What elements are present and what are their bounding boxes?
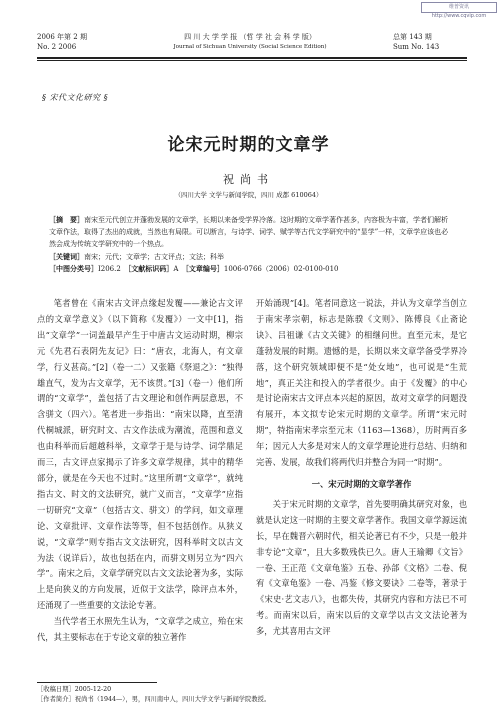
issue-number [37, 32, 87, 52]
total-en: Sum No. 143 [393, 43, 440, 51]
paragraph: 笔者曾在《南宋古文评点缘起发覆——兼论古文评点的文章学意义》（以下简称《发覆》）一文中[1]，指出“文章学”一词盖最早产生于中唐古文运动时期，柳宗元《先君石表阴先友记》曰：“唐衣，北海人，有文章学，行义甚高。”[2]（卷一二）又张籍《祭退之》：“独得雄直气，发为古文章学，无不该贯。”[3]（卷一）他们所谓的“文章学”，盖包括了古文理论和创作两层意思，不含骈文（四六）。笔者进一步指出：“南宋以降，直至清代桐城派，研究时文、古文作法成为潮流，范围和意义也由科举而后超越科举，文章学于是与诗学、词学鼎足而三，古文评点家揭示了许多文章学规律，其中的精华部分，就是在今天也不过时。”这里所谓“文章学”，就纯指古文、时文的文法研究，就广义而言，“文章学”应指一切研究“文章”（包括古文、骈文）的学问，如文章理论、文章批评、文章作法等等，但不包括创作。从狭义说，“文章学”则专指古文文法研究，因科举时文以古文为法（说详后），故也包括在内，而骈文则另立为“四六学”。南宋之后，文章学研究以古文文法论著为多，实际上是向狭义的方向发展，近似于文法学，除评点本外，还涌现了一些重要的文法论专著。 [37, 298, 243, 611]
body-left-column [37, 296, 243, 646]
total-cn: 总第 143 期 [393, 33, 432, 41]
abstract-codes: ［中图分类号］I206.2 ［文献标识码］A ［文章编号］1006-0766（2006）02-0100-010 [49, 263, 339, 273]
section-label: § 宋代文化研究 § [42, 93, 109, 102]
paragraph: 当代学者王水照先生认为，“文章学之成立，殆在宋代，其主要标志在于专论文章的独立著作 [37, 616, 243, 643]
received-date: ［收稿日期］2005-12-20 [37, 686, 112, 693]
author-affiliation: （四川大学 文学与新闻学院，四川 成都 610064） [174, 191, 323, 199]
journal-cn: 四 川 大 学 学 报 （哲 学 社 会 科 学 版） [184, 33, 316, 41]
body-right-column [256, 296, 467, 640]
journal-name [140, 32, 360, 52]
section-heading: 一、宋元时期的文章学著作 [311, 478, 412, 489]
abstract-keywords: ［关键词］南宋；元代；文章学；古文评点；文法；科举 [49, 251, 224, 261]
paragraph: 开始涌现”[4]。笔者同意这一说法，并认为文章学当创立于南宋孝宗朝，标志是陈骙《文则》、陈傅良《止斋论诀》、吕祖谦《古文关键》的相继问世。直至元末，是它蓬勃发展的时期。遗憾的是，长期以来文章学备受学界冷落，这个研究领域即便不是“处女地”，也可说是“生荒地”，真正关注和投入的学者很少。由于《发覆》的中心是讨论南宋古文评点本兴起的原因，故对文章学的问题没有展开，本文拟专论宋元时期的文章学。所谓“宋元时期”，特指南宋孝宗至元末（1163—1368），历时两百多年；因元人大多是对宋人的文章学理论进行总结、归纳和完善、发展，故我们将两代归并整合为同一“时期”。 [256, 298, 467, 468]
abstract-block [49, 214, 453, 275]
total-issue [393, 32, 439, 52]
issue-en: No. 2 2006 [37, 43, 77, 51]
header-rule-thin [37, 60, 467, 61]
journal-en: Journal of Sichuan University (Social Science Edition) [173, 44, 327, 50]
abstract-summary: ［摘 要］南宋至元代创立并蓬勃发展的文章学，长期以来备受学界冷落。这时期的文章学著作甚多，内容极为丰富，学者们解析文章作法，取得了杰出的成就，当然也有局限。可以断言，与诗学、词学、赋学等古代文学研究中的“显学”一样，文章学应该也必然会成为传统文学研究中的一个热点。 [49, 215, 449, 249]
footnote-rule [37, 682, 157, 683]
issue-cn: 2006 年第 2 期 [37, 33, 87, 41]
author-name: 祝尚书 [223, 173, 274, 186]
author-bio: ［作者简介］祝尚书（1944—），男，四川南中人，四川大学文学与新闻学院教授。 [37, 696, 271, 703]
watermark: 维普资讯 http://www.cqvip.com [421, 2, 497, 13]
footnotes [37, 685, 270, 705]
header-rule-thick [37, 57, 467, 59]
paragraph: 关于宋元时期的文章学，首先要明确其研究对象，也就是认定这一时期的主要文章学著作。我国文章学源远流长，早在魏晋六朝时代，相关论著已有不少，只是一般并非专论“文章”，且大多数残佚已久。唐人王瑜卿《文旨》一卷、王正范《文章龟鉴》五卷、孙郃《文格》二卷、倪宥《文章龟鉴》一卷、冯鉴《修文要诀》二卷等，著录于《宋史·艺文志八》，也都失传，其研究内容和方法已不可考。而南宋以后，南宋以后的文章学以古文文法论著为多，尤其喜用古文评 [256, 498, 467, 637]
article-title: 论宋元时期的文章学 [167, 135, 330, 155]
